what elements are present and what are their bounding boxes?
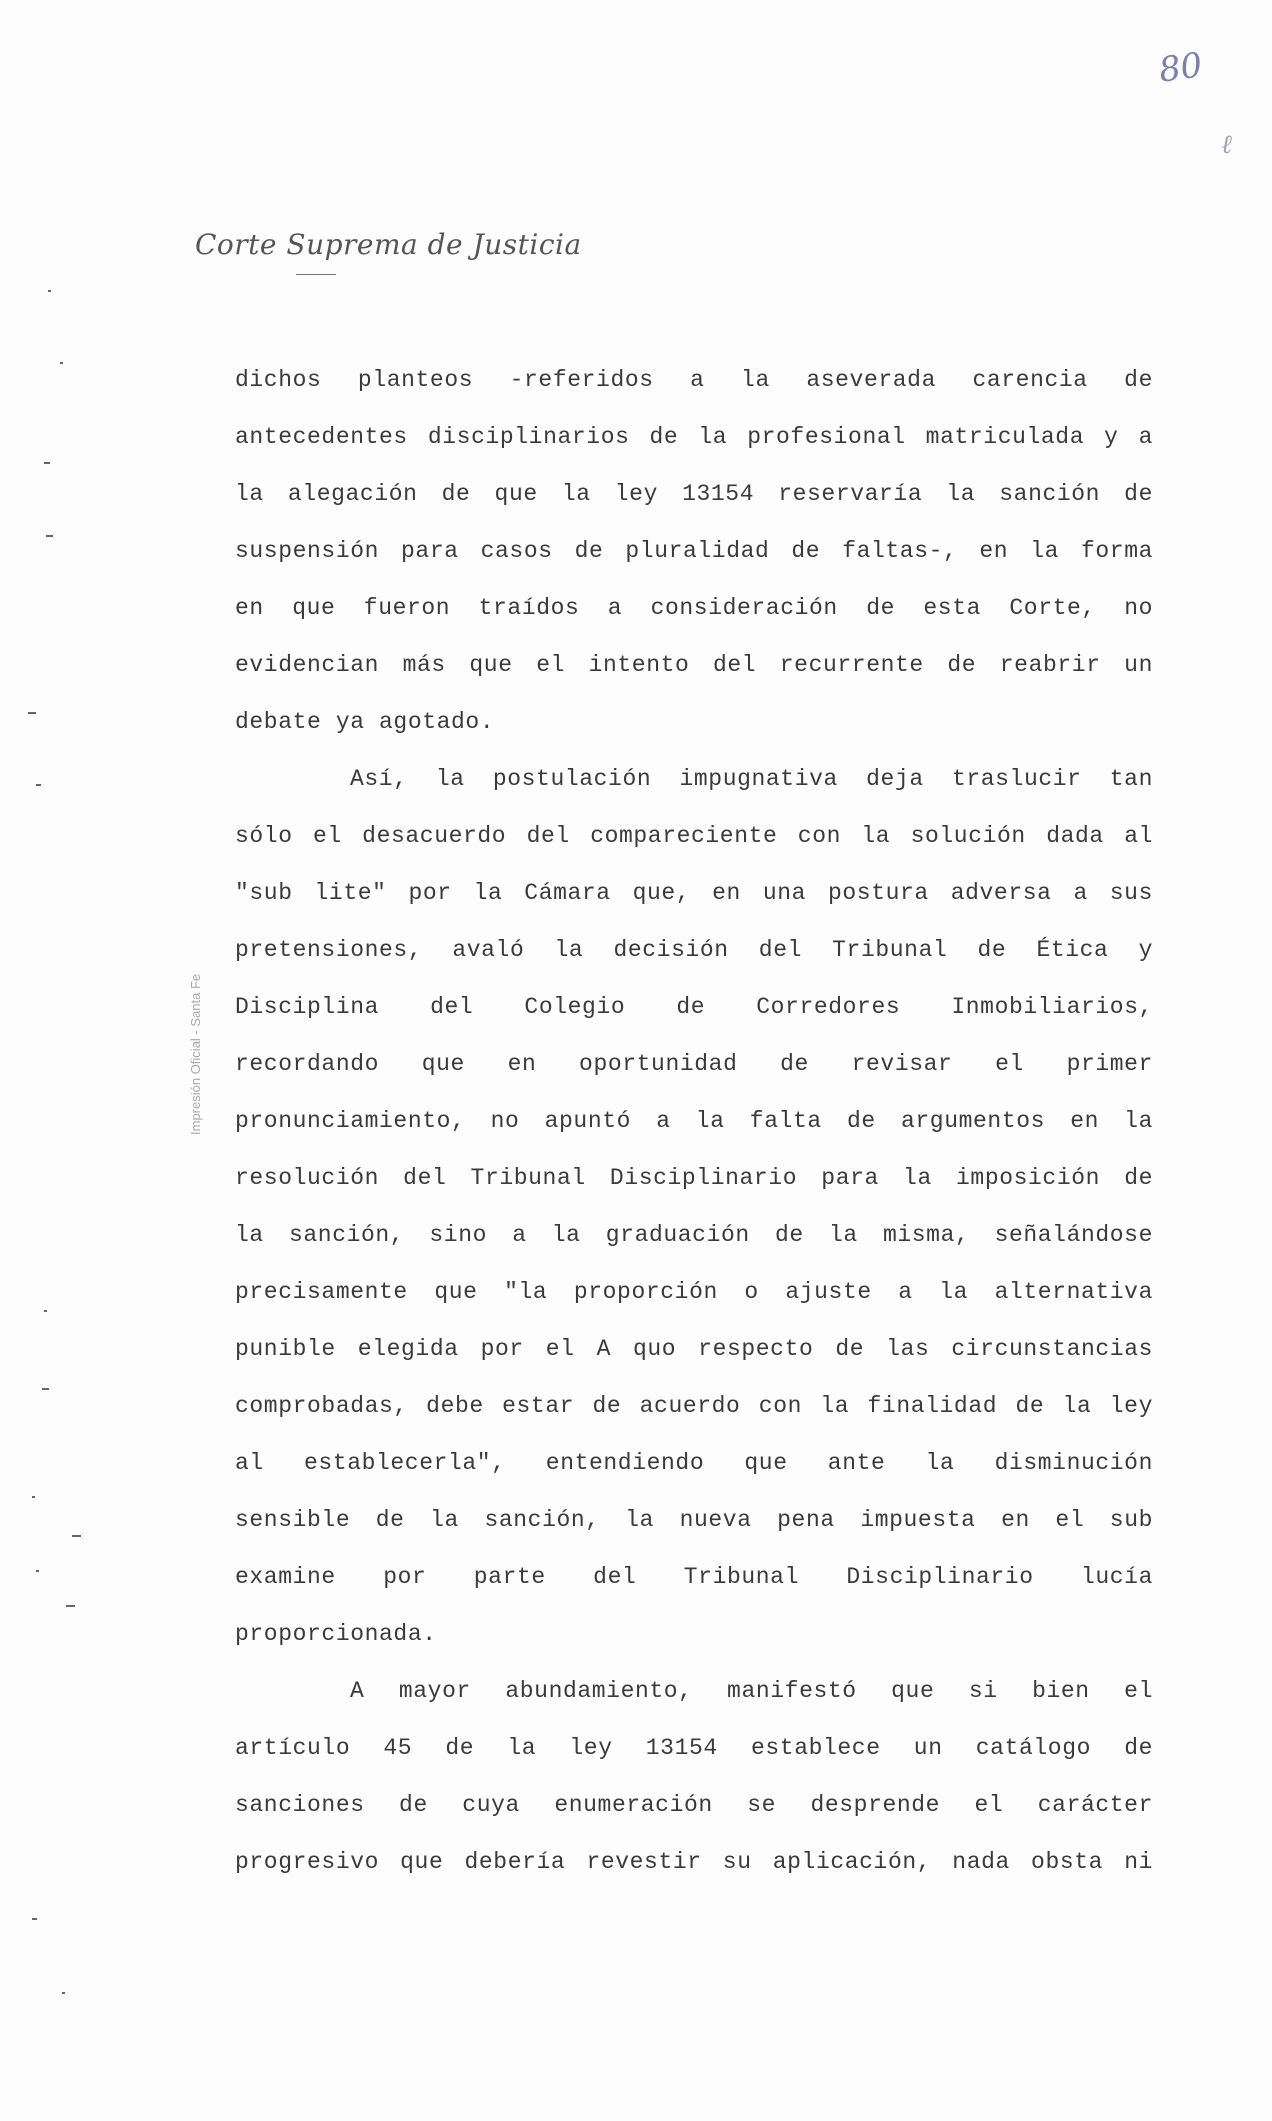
margin-mark: [46, 535, 53, 537]
margin-mark: [66, 1605, 75, 1607]
text-line: progresivo que debería revestir su aplicación, nada obsta ni: [235, 1849, 1153, 1875]
text-line: dichos planteos -referidos a la aseverada carencia de: [235, 367, 1153, 393]
text-line: examine por parte del Tribunal Disciplinario lucía: [235, 1564, 1153, 1590]
text-line: la sanción, sino a la graduación de la misma, señalándose: [235, 1222, 1153, 1248]
margin-mark: [36, 784, 41, 786]
document-body: [235, 352, 1153, 1891]
text-line: resolución del Tribunal Disciplinario para la imposición de: [235, 1165, 1153, 1191]
text-line: pronunciamiento, no apuntó a la falta de argumentos en la: [235, 1108, 1153, 1134]
text-line: sanciones de cuya enumeración se desprende el carácter: [235, 1792, 1153, 1818]
text-line: evidencian más que el intento del recurrente de reabrir un: [235, 652, 1153, 678]
text-line: en que fueron traídos a consideración de esta Corte, no: [235, 595, 1153, 621]
text-line: precisamente que "la proporción o ajuste a la alternativa: [235, 1279, 1153, 1305]
margin-mark: [32, 1496, 35, 1498]
margin-mark: [32, 1918, 37, 1920]
text-line: sólo el desacuerdo del compareciente con la solución dada al: [235, 823, 1153, 849]
text-line: sensible de la sanción, la nueva pena impuesta en el sub: [235, 1507, 1153, 1533]
margin-mark: [62, 1992, 65, 1994]
corner-handwritten-mark: ℓ: [1221, 130, 1232, 160]
text-line: A mayor abundamiento, manifestó que si bien el: [350, 1678, 1153, 1704]
margin-mark: [48, 290, 51, 292]
text-line: Así, la postulación impugnativa deja traslucir tan: [350, 766, 1153, 792]
text-line: al establecerla", entendiendo que ante la disminución: [235, 1450, 1153, 1476]
margin-mark: [60, 362, 63, 364]
official-watermark: Impresión Oficial - Santa Fe: [188, 973, 203, 1135]
text-line: comprobadas, debe estar de acuerdo con la finalidad de la ley: [235, 1393, 1153, 1419]
text-line: debate ya agotado.: [235, 709, 495, 735]
margin-mark: [36, 1570, 39, 1572]
text-line: proporcionada.: [235, 1621, 437, 1647]
text-line: suspensión para casos de pluralidad de faltas-, en la forma: [235, 538, 1153, 564]
letterhead-underline: [296, 274, 336, 275]
folio-number: 80: [1156, 45, 1205, 91]
text-line: artículo 45 de la ley 13154 establece un catálogo de: [235, 1735, 1153, 1761]
text-line: punible elegida por el A quo respecto de las circunstancias: [235, 1336, 1153, 1362]
letterhead: Corte Suprema de Justicia: [195, 228, 582, 261]
margin-mark: [44, 1310, 47, 1312]
text-line: pretensiones, avaló la decisión del Tribunal de Ética y: [235, 937, 1153, 963]
margin-mark: [72, 1535, 81, 1537]
text-line: la alegación de que la ley 13154 reservaría la sanción de: [235, 481, 1153, 507]
text-line: Disciplina del Colegio de Corredores Inmobiliarios,: [235, 994, 1153, 1020]
text-line: "sub lite" por la Cámara que, en una postura adversa a sus: [235, 880, 1153, 906]
margin-mark: [44, 462, 50, 464]
margin-mark: [42, 1388, 49, 1390]
margin-mark: [28, 712, 36, 714]
text-line: recordando que en oportunidad de revisar el primer: [235, 1051, 1153, 1077]
text-line: antecedentes disciplinarios de la profesional matriculada y a: [235, 424, 1153, 450]
